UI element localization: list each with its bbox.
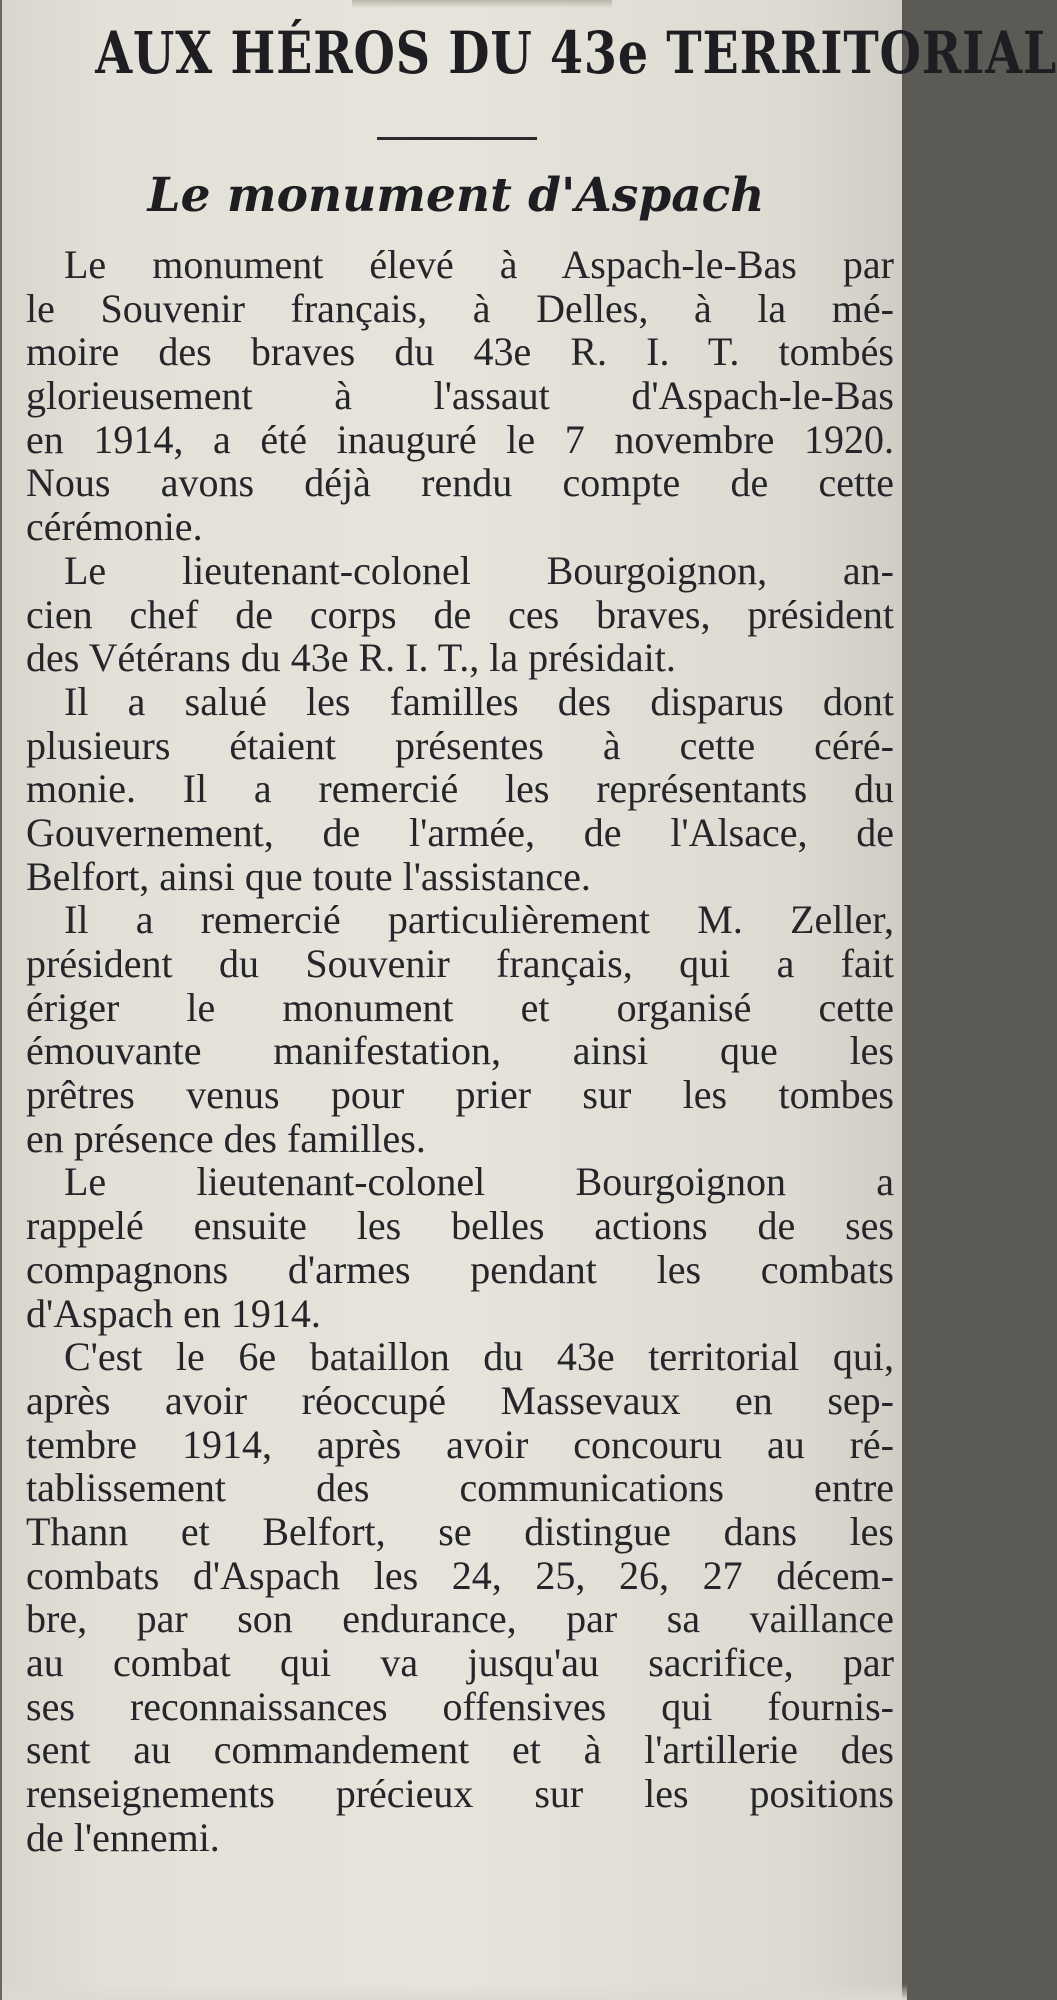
article-line: combats d'Aspach les 24, 25, 26, 27 décem-: [26, 1552, 894, 1598]
article-line: tablissement des communications entre: [26, 1465, 894, 1511]
article-paragraph: [26, 1335, 894, 1859]
article-line: des Vétérans du 43e R. I. T., la présidait.: [26, 635, 676, 681]
article-line: cien chef de corps de ces braves, président: [26, 591, 894, 637]
article-paragraph: [26, 898, 894, 1160]
article-line: de l'ennemi.: [26, 1814, 220, 1860]
article-line: en 1914, a été inauguré le 7 novembre 1920.: [26, 416, 894, 462]
article-line: Le lieutenant-colonel Bourgoignon, an-: [64, 547, 894, 593]
article-line: Nous avons déjà rendu compte de cette: [26, 460, 894, 506]
article-headline: AUX HÉROS DU 43e TERRITORIAL: [95, 19, 1057, 87]
article-line: Il a salué les familles des disparus dont: [64, 678, 894, 724]
article-line: après avoir réoccupé Massevaux en sep-: [26, 1377, 894, 1423]
article-line: en présence des familles.: [26, 1115, 426, 1161]
article-line: compagnons d'armes pendant les combats: [26, 1246, 894, 1292]
article-line: Il a remercié particulièrement M. Zeller,: [64, 897, 894, 943]
article-line: Gouvernement, de l'armée, de l'Alsace, de: [26, 809, 894, 855]
article-paragraph: [26, 680, 894, 898]
article-paragraph: [26, 243, 894, 549]
article-line: le Souvenir français, à Delles, à la mé-: [26, 285, 894, 331]
article-line: C'est le 6e bataillon du 43e territorial qui,: [64, 1334, 894, 1380]
article-line: prêtres venus pour prier sur les tombes: [26, 1072, 894, 1118]
article-line: bre, par son endurance, par sa vaillance: [26, 1596, 894, 1642]
article-line: monie. Il a remercié les représentants du: [26, 766, 894, 812]
article-line: président du Souvenir français, qui a fait: [26, 941, 894, 986]
article-line: ses reconnaissances offensives qui fournis-: [26, 1683, 894, 1729]
article-line: glorieusement à l'assaut d'Aspach-le-Bas: [26, 373, 894, 419]
article-line: d'Aspach en 1914.: [26, 1290, 321, 1336]
article-line: Thann et Belfort, se distingue dans les: [26, 1508, 894, 1554]
article-line: tembre 1914, après avoir concouru au ré-: [26, 1421, 894, 1467]
article-line: rappelé ensuite les belles actions de ses: [26, 1203, 894, 1249]
article-line: émouvante manifestation, ainsi que les: [26, 1028, 894, 1074]
article-line: Le lieutenant-colonel Bourgoignon a: [64, 1159, 894, 1205]
article-line: Le monument élevé à Aspach-le-Bas par: [64, 242, 894, 287]
article-line: moire des braves du 43e R. I. T. tombés: [26, 329, 894, 375]
article-paragraph: [26, 549, 894, 680]
article-line: renseignements précieux sur les positions: [26, 1771, 894, 1817]
article-line: au combat qui va jusqu'au sacrifice, par: [26, 1640, 894, 1685]
headline-divider: [377, 137, 537, 140]
article-paragraph: [26, 1160, 894, 1335]
article-line: cérémonie.: [26, 504, 203, 550]
article-line: Belfort, ainsi que toute l'assistance.: [26, 853, 591, 899]
top-bleed-fragment: [352, 0, 612, 8]
article-subheadline: Le monument d'Aspach: [147, 168, 765, 223]
article-line: ériger le monument et organisé cette: [26, 984, 894, 1030]
article-line: plusieurs étaient présentes à cette céré-: [26, 722, 894, 768]
article-line: sent au commandement et à l'artillerie des: [26, 1727, 894, 1773]
bottom-cut-edge: [2, 1984, 907, 2000]
article-body: [26, 243, 894, 1859]
